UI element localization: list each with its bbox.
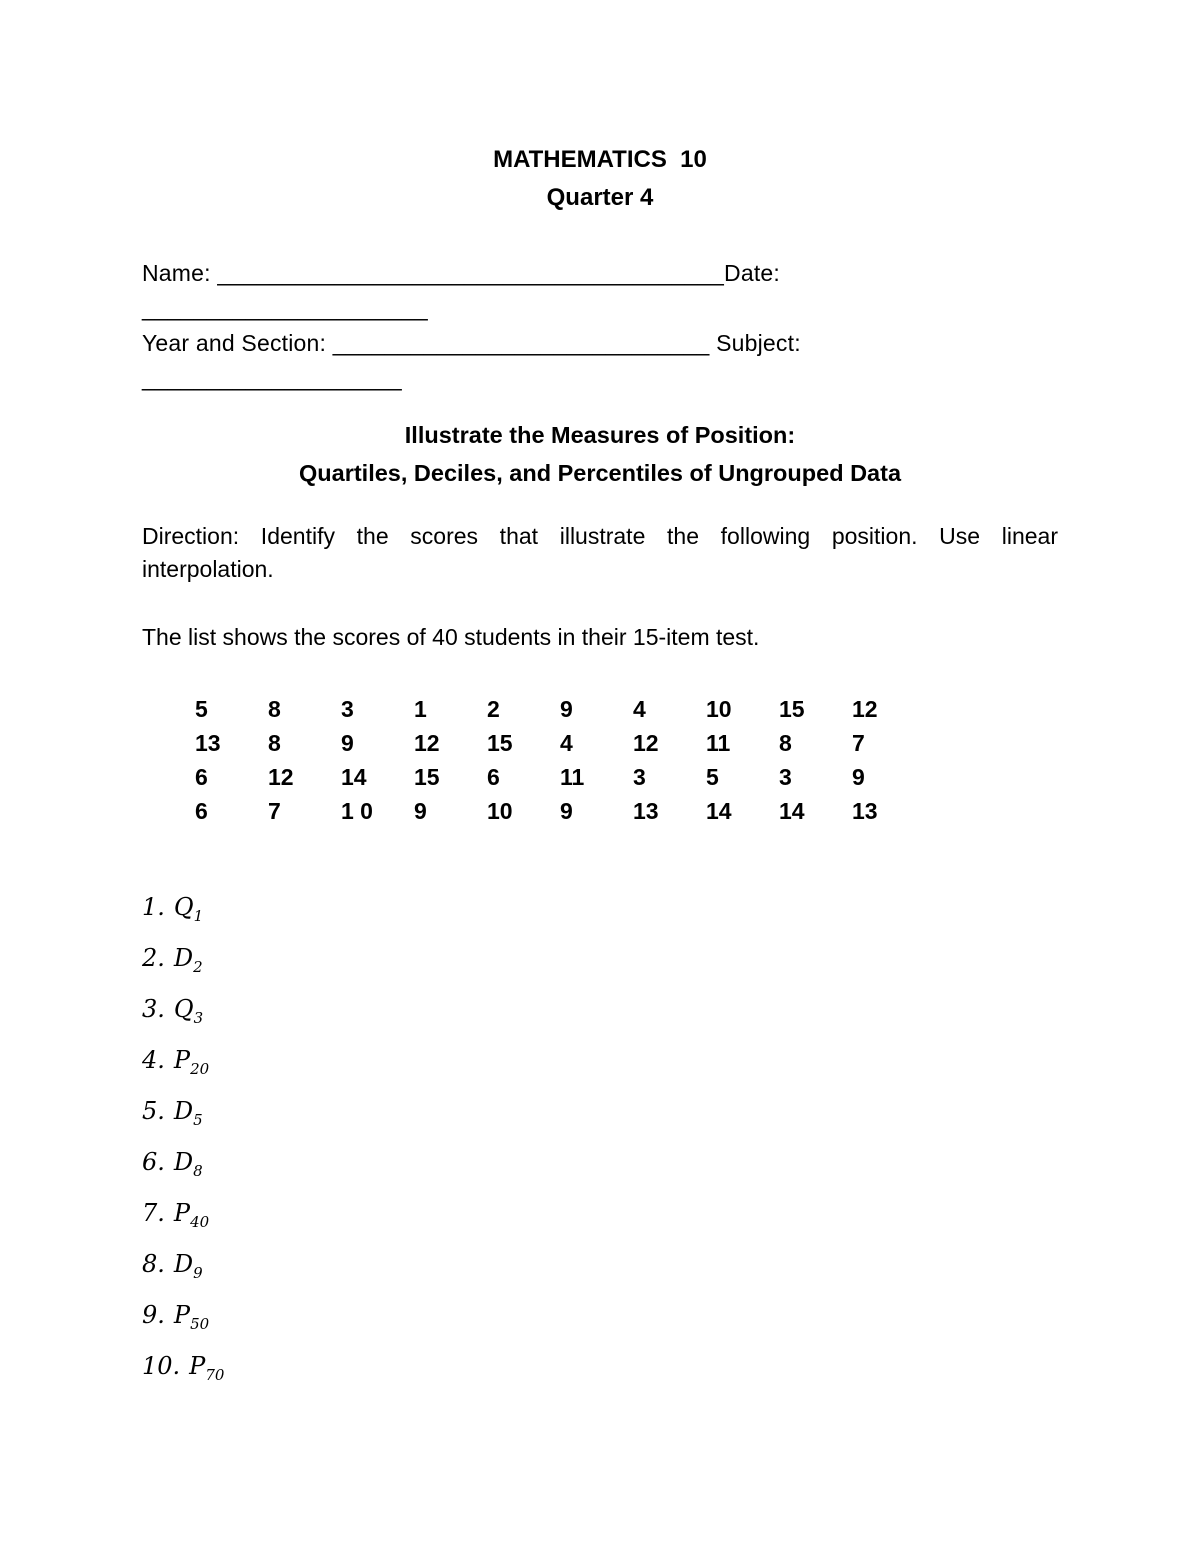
- question-item-4: [142, 1045, 1058, 1078]
- score-cell: 9: [852, 764, 865, 790]
- score-cell: 8: [268, 696, 281, 722]
- score-cell: 15: [487, 730, 513, 756]
- score-cell: 12: [633, 730, 659, 756]
- score-cell: 14: [706, 798, 732, 824]
- score-cell: 9: [414, 798, 427, 824]
- score-cell: 9: [560, 696, 573, 722]
- score-cell: 14: [779, 798, 805, 824]
- direction-line1: Direction: Identify the scores that illustrate the following position. Use linear: [142, 523, 1058, 549]
- question-number: 8.: [142, 1250, 165, 1278]
- score-cell: 12: [414, 730, 440, 756]
- question-subscript: 1: [193, 906, 204, 925]
- score-cell: 3: [341, 696, 354, 722]
- score-cell: 13: [633, 798, 659, 824]
- question-subscript: 2: [193, 957, 203, 976]
- score-cell: 5: [195, 696, 208, 722]
- activity-heading-line1: Illustrate the Measures of Position:: [404, 422, 796, 448]
- activity-heading: [142, 416, 1058, 492]
- question-item-2: [142, 943, 1058, 976]
- name-blank-line: _______________________________________: [217, 260, 725, 286]
- question-number: 1.: [142, 893, 165, 921]
- score-cell: 9: [560, 798, 573, 824]
- question-number: 7.: [142, 1199, 165, 1227]
- question-symbol: Q: [173, 995, 194, 1023]
- score-cell: 15: [779, 696, 805, 722]
- question-symbol: P: [173, 1046, 191, 1074]
- score-cell: 5: [706, 764, 719, 790]
- question-symbol: D: [173, 944, 194, 972]
- question-subscript: 8: [193, 1161, 203, 1180]
- question-symbol: P: [189, 1352, 206, 1380]
- name-date-line: [142, 256, 1058, 326]
- score-cell: 1 0: [341, 798, 373, 824]
- question-symbol: P: [173, 1199, 191, 1227]
- question-item-3: [142, 994, 1058, 1027]
- year-section-blank-line: _____________________________: [332, 330, 710, 356]
- questions-list: [142, 892, 1058, 1384]
- question-subscript: 50: [190, 1314, 210, 1333]
- score-cell: 7: [268, 798, 281, 824]
- score-cell: 8: [268, 730, 281, 756]
- question-subscript: 20: [190, 1059, 210, 1078]
- year-section-label: Year and Section:: [142, 330, 333, 356]
- score-cell: 15: [414, 764, 440, 790]
- question-item-1: [142, 892, 1058, 925]
- question-number: 10.: [142, 1352, 181, 1380]
- question-number: 4.: [142, 1046, 165, 1074]
- question-number: 6.: [142, 1148, 165, 1176]
- question-symbol: D: [173, 1097, 194, 1125]
- score-cell: 6: [487, 764, 500, 790]
- student-info-fields: [142, 256, 1058, 396]
- question-symbol: Q: [173, 893, 194, 921]
- question-number: 3.: [142, 995, 165, 1023]
- question-subscript: 70: [205, 1365, 225, 1384]
- name-label: Name:: [142, 260, 218, 286]
- score-cell: 9: [341, 730, 354, 756]
- question-symbol: D: [173, 1250, 194, 1278]
- score-cell: 13: [195, 730, 221, 756]
- question-number: 5.: [142, 1097, 165, 1125]
- direction-paragraph: [142, 520, 1058, 586]
- score-cell: 3: [633, 764, 646, 790]
- question-item-9: [142, 1300, 1058, 1333]
- question-symbol: P: [173, 1301, 191, 1329]
- question-subscript: 3: [193, 1008, 204, 1027]
- score-cell: 4: [560, 730, 573, 756]
- score-cell: 11: [706, 730, 731, 756]
- score-cell: 10: [487, 798, 513, 824]
- intro-sentence: The list shows the scores of 40 students in their 15-item test.: [142, 624, 760, 650]
- score-cell: 12: [268, 764, 294, 790]
- question-subscript: 9: [193, 1263, 203, 1282]
- score-cell: 11: [560, 764, 585, 790]
- page-subtitle: Quarter 4: [546, 184, 654, 211]
- score-cell: 12: [852, 696, 878, 722]
- score-cell: 2: [487, 696, 500, 722]
- score-cell: 10: [706, 696, 732, 722]
- question-symbol: D: [173, 1148, 194, 1176]
- question-item-10: [142, 1351, 1058, 1384]
- date-blank-line: ______________________: [142, 295, 428, 321]
- score-cell: 6: [195, 798, 208, 824]
- activity-heading-line2: Quartiles, Deciles, and Percentiles of Ungrouped Data: [298, 460, 902, 486]
- question-item-6: [142, 1147, 1058, 1180]
- direction-line2: interpolation.: [142, 556, 274, 582]
- question-number: 9.: [142, 1301, 165, 1329]
- question-item-5: [142, 1096, 1058, 1129]
- question-item-7: [142, 1198, 1058, 1231]
- score-cell: 14: [341, 764, 367, 790]
- subject-label: Subject:: [709, 330, 808, 356]
- question-number: 2.: [142, 944, 165, 972]
- score-cell: 13: [852, 798, 878, 824]
- score-cell: 4: [633, 696, 646, 722]
- subject-blank-line: ____________________: [142, 365, 402, 391]
- score-cell: 7: [852, 730, 865, 756]
- year-subject-line: [142, 326, 1058, 396]
- score-cell: 1: [414, 696, 427, 722]
- page-title: MATHEMATICS 10: [493, 146, 707, 173]
- score-cell: 6: [195, 764, 208, 790]
- question-subscript: 5: [193, 1110, 203, 1129]
- score-cell: 3: [779, 764, 792, 790]
- question-subscript: 40: [190, 1212, 210, 1231]
- date-label: Date:: [724, 260, 787, 286]
- score-cell: 8: [779, 730, 792, 756]
- scores-table: [195, 697, 1058, 823]
- question-item-8: [142, 1249, 1058, 1282]
